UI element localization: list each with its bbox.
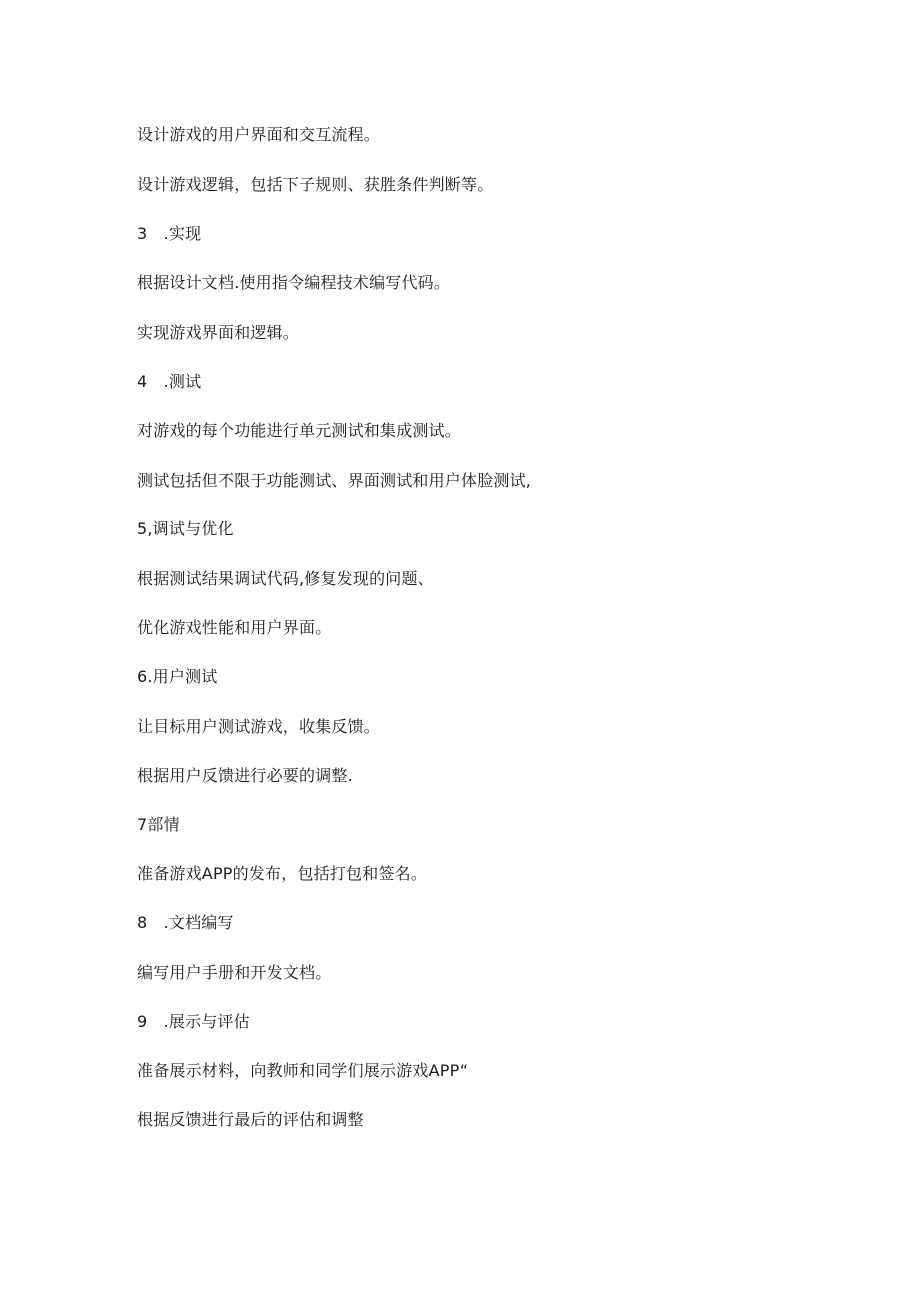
paragraph-optimize: 优化游戏性能和用户界面。 [137, 618, 332, 637]
paragraph-adjust: 根据用户反馈进行必要的调整. [137, 766, 353, 785]
paragraph-release: 准备游戏APP的发布，包括打包和签名。 [137, 864, 428, 883]
paragraph-implement-ui-logic: 实现游戏界面和逻辑。 [137, 323, 300, 342]
heading-documentation: 8 .文档编写 [137, 913, 234, 932]
paragraph-unit-testing: 对游戏的每个功能进行单元测试和集成测试。 [137, 421, 462, 440]
paragraph-ui-design: 设计游戏的用户界面和交互流程。 [137, 125, 381, 144]
heading-deployment: 7部情 [137, 815, 180, 834]
heading-presentation: 9 .展示与评估 [137, 1012, 250, 1031]
paragraph-test-scope: 测试包括但不限于功能测试、界面测试和用户体脸测试, [137, 471, 532, 490]
heading-testing: 4 .测试 [137, 372, 202, 391]
heading-debug-optimize: 5,调试与优化 [137, 519, 234, 538]
paragraph-debug-code: 根据测试结果调试代码,修复发现的问题、 [137, 569, 434, 588]
paragraph-final-evaluation: 根据反馈进行最后的评估和调整 [137, 1110, 364, 1129]
heading-user-testing: 6.用户测试 [137, 667, 218, 686]
paragraph-collect-feedback: 让目标用户测试游戏，收集反馈。 [137, 717, 381, 736]
paragraph-logic-design: 设计游戏逻辑，包括下子规则、获胜条件判断等。 [137, 175, 494, 194]
paragraph-write-docs: 编写用户手册和开发文档。 [137, 963, 332, 982]
paragraph-prepare-presentation: 准备展示材料，向教师和同学们展示游戏APP“ [137, 1061, 469, 1080]
heading-implementation: 3 .实现 [137, 224, 202, 243]
paragraph-write-code: 根据设计文档.使用指令编程技术编写代码。 [137, 273, 451, 292]
